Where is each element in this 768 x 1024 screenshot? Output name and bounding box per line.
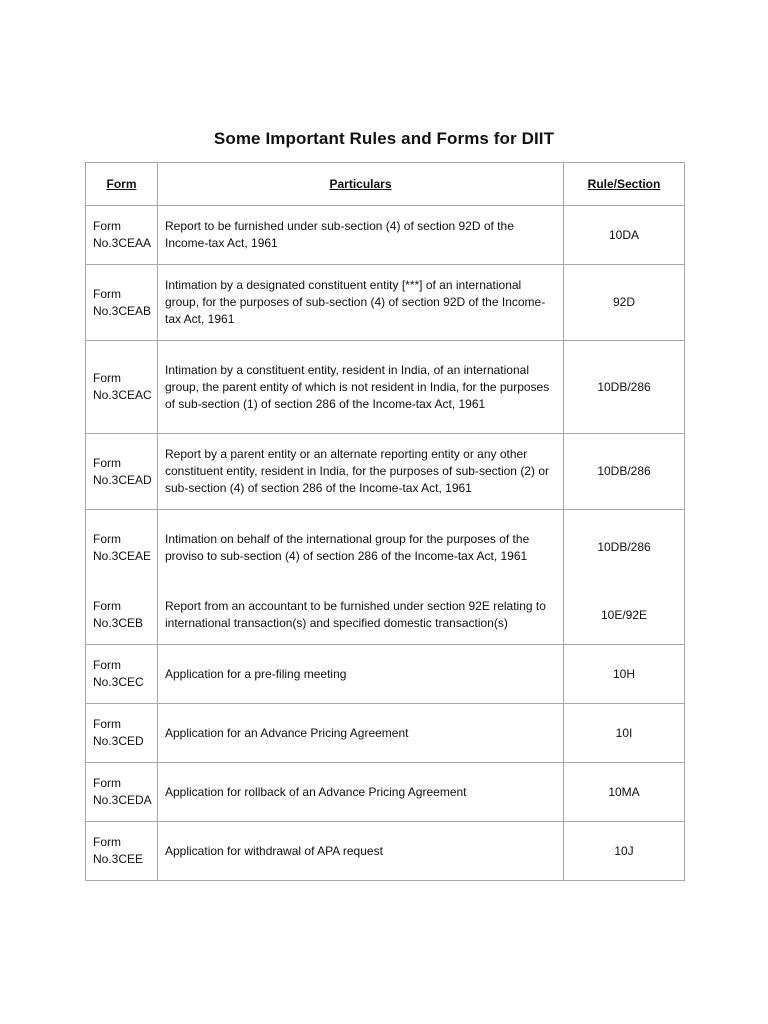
- table-row: [86, 822, 685, 881]
- rule-section-cell: 10H: [564, 645, 685, 704]
- particulars-cell: Application for a pre-filing meeting: [158, 645, 564, 704]
- table-row: [86, 586, 685, 645]
- page-title: Some Important Rules and Forms for DIIT: [213, 129, 555, 148]
- rule-section-cell: 10DB/286: [564, 434, 685, 510]
- table-row: [86, 763, 685, 822]
- table-row: [86, 265, 685, 341]
- particulars-cell: Intimation on behalf of the international group for the purposes of the proviso to sub-section (4) of section 286 of the Income-tax Act, 1961: [158, 510, 564, 586]
- rule-section-cell: 10J: [564, 822, 685, 881]
- particulars-cell: Intimation by a designated constituent entity [***] of an international group, for the purposes of sub-section (4) of section 92D of the Income-tax Act, 1961: [158, 265, 564, 341]
- form-number-cell: Form No.3CEAA: [86, 206, 158, 265]
- particulars-cell: Report by a parent entity or an alternate reporting entity or any other constituent entity, resident in India, for the purposes of sub-section (2) or sub-section (4) of section 286 of the Income-tax Act, 1961: [158, 434, 564, 510]
- form-number-cell: Form No.3CEAB: [86, 265, 158, 341]
- column-header-rule-section: Rule/Section: [564, 163, 685, 206]
- particulars-cell: Report to be furnished under sub-section (4) of section 92D of the Income-tax Act, 1961: [158, 206, 564, 265]
- particulars-cell: Intimation by a constituent entity, resident in India, of an international group, the parent entity of which is not resident in India, for the purposes of sub-section (1) of section 286 of the Income-tax Act, 1961: [158, 341, 564, 434]
- table-row: [86, 645, 685, 704]
- table-row: [86, 510, 685, 586]
- form-number-cell: Form No.3CEE: [86, 822, 158, 881]
- particulars-cell: Application for an Advance Pricing Agreement: [158, 704, 564, 763]
- form-number-cell: Form No.3CEAC: [86, 341, 158, 434]
- form-number-cell: Form No.3CEDA: [86, 763, 158, 822]
- form-number-cell: Form No.3CED: [86, 704, 158, 763]
- rules-forms-table: [85, 162, 685, 881]
- rule-section-cell: 10E/92E: [564, 586, 685, 645]
- particulars-cell: Application for withdrawal of APA request: [158, 822, 564, 881]
- table-row: [86, 341, 685, 434]
- rule-section-cell: 10MA: [564, 763, 685, 822]
- column-header-particulars: Particulars: [158, 163, 564, 206]
- column-header-form: Form: [86, 163, 158, 206]
- rule-section-cell: 10DB/286: [564, 510, 685, 586]
- particulars-cell: Application for rollback of an Advance Pricing Agreement: [158, 763, 564, 822]
- table-header-row: [86, 163, 685, 206]
- table-row: [86, 434, 685, 510]
- particulars-cell: Report from an accountant to be furnished under section 92E relating to international transaction(s) and specified domestic transaction(s): [158, 586, 564, 645]
- rule-section-cell: 10DB/286: [564, 341, 685, 434]
- form-number-cell: Form No.3CEAD: [86, 434, 158, 510]
- form-number-cell: Form No.3CEC: [86, 645, 158, 704]
- rule-section-cell: 10DA: [564, 206, 685, 265]
- table-row: [86, 206, 685, 265]
- form-number-cell: Form No.3CEAE: [86, 510, 158, 586]
- form-number-cell: Form No.3CEB: [86, 586, 158, 645]
- table-row: [86, 704, 685, 763]
- rule-section-cell: 10I: [564, 704, 685, 763]
- rule-section-cell: 92D: [564, 265, 685, 341]
